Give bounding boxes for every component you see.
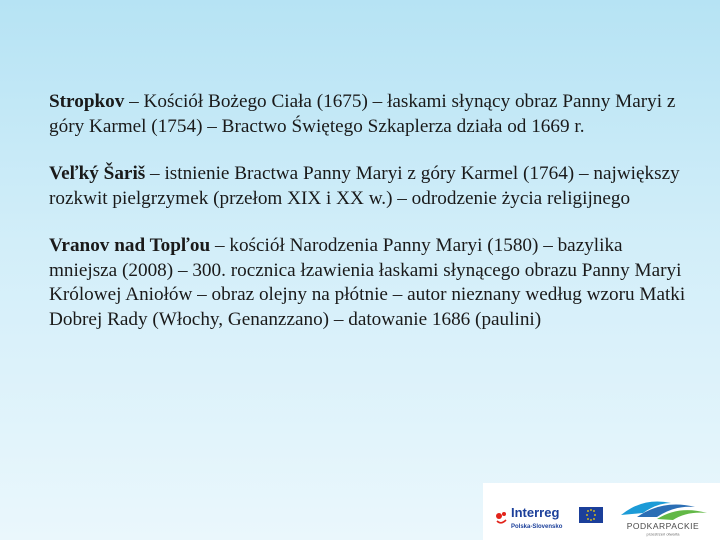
slide-body bbox=[49, 90, 689, 355]
paragraph-vranov bbox=[49, 234, 689, 332]
paragraph-text: – Kościół Bożego Ciała (1675) – łaskami słynący obraz Panny Maryi z góry Karmel (1754) – Bractwo Świętego Szkaplerza działa od 1669 r. bbox=[49, 91, 676, 137]
paragraph-text: – istnienie Bractwa Panny Maryi z góry Karmel (1764) – największy rozkwit pielgrzymek (przełom XIX i XX w.) – odrodzenie życia religijnego bbox=[49, 163, 680, 209]
logo-bar bbox=[483, 483, 720, 540]
interreg-logo bbox=[495, 495, 605, 535]
interreg-subtitle: Polska-Slovensko bbox=[511, 524, 563, 530]
paragraph-text: – kościół Narodzenia Panny Maryi (1580) – bazylika mniejsza (2008) – 300. rocznica łzawienia łaskami słynącego obrazu Panny Maryi Królowej Aniołów – obraz olejny na płótnie – autor nieznany według wzoru Matki Dobrej Rady (Włochy, Genanzzano) – datowanie 1686 (paulini) bbox=[49, 235, 686, 330]
interreg-title: Interreg bbox=[511, 505, 560, 520]
mountains-icon bbox=[621, 502, 707, 521]
paragraph-velky-saris bbox=[49, 162, 689, 211]
paragraph-heading: Stropkov bbox=[49, 91, 125, 112]
paragraph-stropkov bbox=[49, 90, 689, 139]
paragraph-heading: Veľký Šariš bbox=[49, 163, 146, 184]
podkarpackie-logo bbox=[613, 489, 713, 537]
eu-flag-icon bbox=[579, 507, 603, 523]
podkarpackie-tagline: przestrzeń otwarta bbox=[646, 531, 680, 537]
podkarpackie-name: PODKARPACKIE bbox=[626, 521, 700, 531]
interreg-mark-icon bbox=[496, 512, 506, 523]
paragraph-heading: Vranov nad Topľou bbox=[49, 235, 211, 256]
